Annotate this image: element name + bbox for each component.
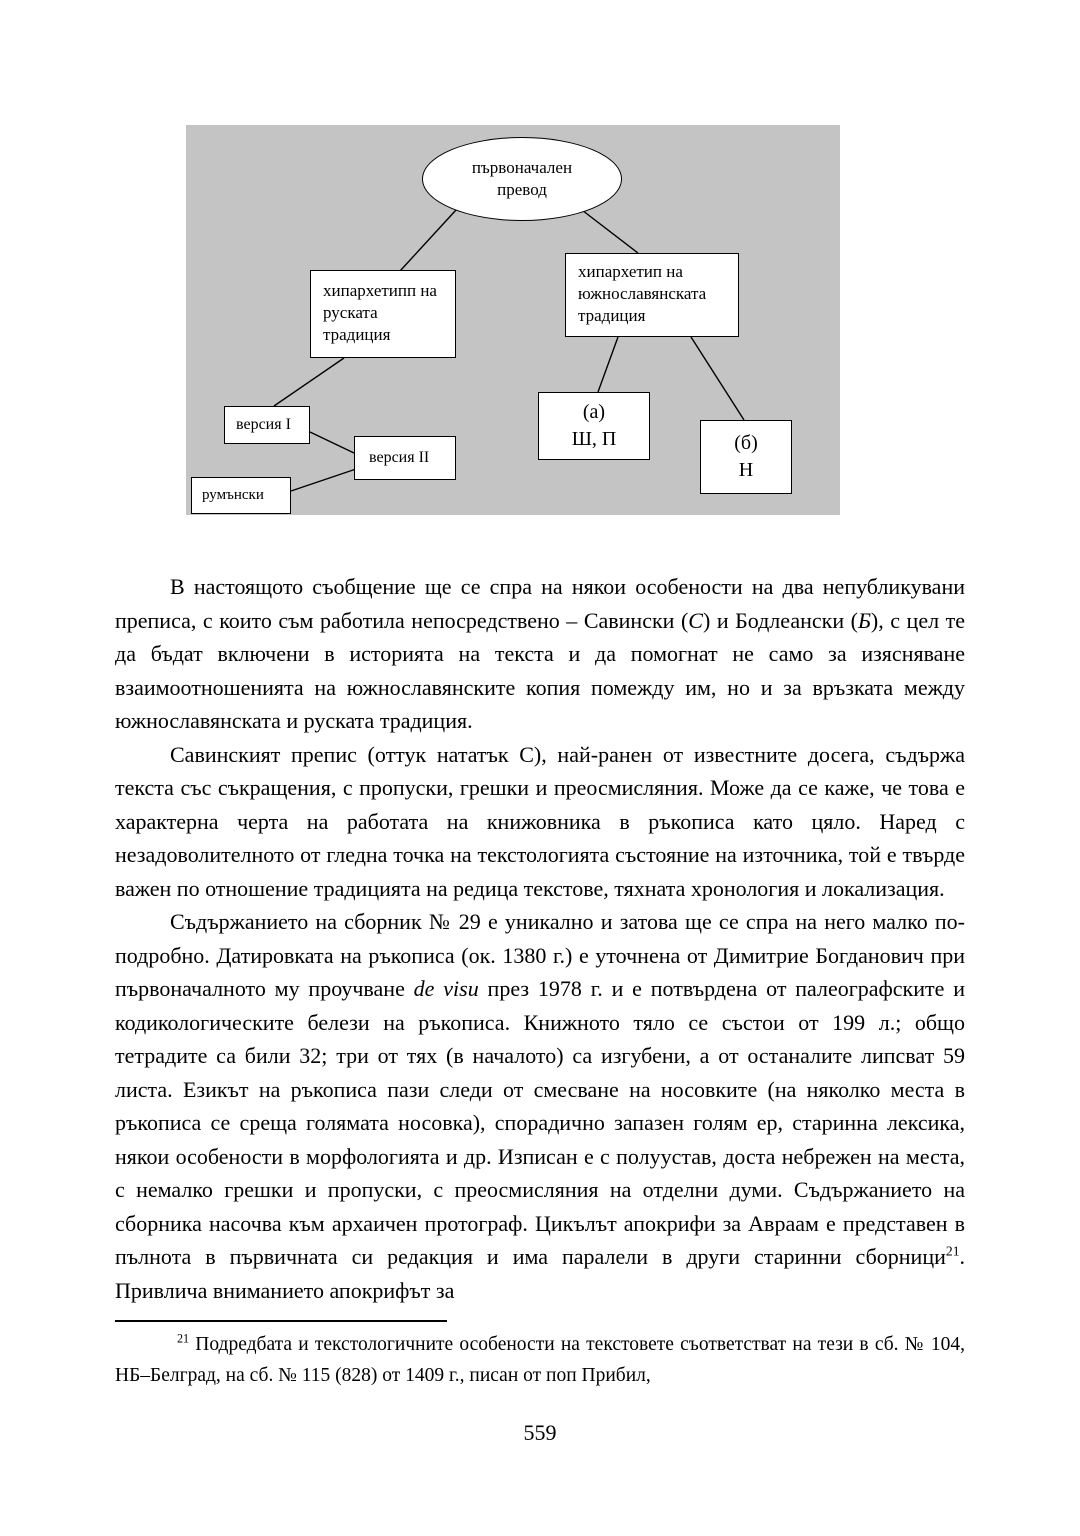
paragraph-text: през 1978 г. и е потвърдена от палеографските и кодикологическите белези на ръкописа. Книжното тяло се състои от 199 л.; общо тетрадите са били 32; три от тях (в началото) са изгубени, а от останалите липсват 59 листа. Езикът на ръкописа пази следи от смесване на носовките (на няколко места в ръкописа се среща голямата носовка), спорадично запазен голям ер, старинна лексика, някои особености в морфологията и др. Изписан е с полуустав, доста небрежен на места, с немалко грешки и пропуски, с преосмисляния на отделни думи. Съдържанието на сборника насочва към архаичен протограф. Цикълът апокрифи за Авраам е представен в пълнота в първичната си редакция и има паралели в други старинни сборници	[115, 976, 966, 1269]
diagram-node-label: (б)	[734, 432, 758, 454]
diagram-node-branch-a	[538, 392, 650, 460]
siglum-b-italic: Б	[857, 607, 871, 633]
footnote-separator	[115, 1320, 447, 1322]
stemma-diagram	[186, 125, 840, 515]
paragraph-3	[115, 905, 965, 1307]
page-number: 559	[523, 1420, 557, 1445]
paragraph-text: . Привлича вниманието апокрифът за	[115, 1244, 965, 1303]
footnote-text: Подредбата и текстологичните особености на текстовете съответстват на тези в сб. № 104, НБ–Белград, на сб. № 115 (828) от 1409 г., писан от поп Прибил,	[115, 1334, 965, 1386]
footnote-marker-21: 21	[177, 1331, 190, 1346]
diagram-node-original-translation	[422, 137, 622, 221]
body-text	[115, 570, 965, 1391]
diagram-node-branch-b	[700, 420, 792, 494]
de-visu-italic: de visu	[413, 976, 479, 1001]
diagram-node-label: румънски	[202, 486, 264, 503]
diagram-node-version-2	[354, 436, 456, 480]
paragraph-text: ) и Бодлеански (	[702, 607, 858, 633]
diagram-node-russian-hyparchetype	[310, 270, 456, 358]
diagram-node-label: хипархетип на южнославянската традиция	[578, 262, 707, 326]
diagram-node-label: версия II	[369, 448, 430, 466]
paragraph-2	[115, 738, 965, 906]
paragraph-1	[115, 570, 965, 738]
diagram-node-label: хипархетипп на руската традиция	[323, 281, 437, 345]
diagram-node-sigla: Н	[738, 459, 754, 481]
diagram-node-south-slavic-hyparchetype	[565, 253, 739, 337]
diagram-node-romanian	[191, 477, 291, 514]
diagram-node-label: (а)	[582, 401, 606, 423]
siglum-c-italic: С	[688, 607, 703, 633]
paragraph-text: Съдържанието на сборник № 29 е уникално и затова ще се спра на него малко по-подробно. Датировката на ръкописа (ок. 1380 г.) е уточнена от Димитрие Богданович при първоначалното му проучване	[115, 909, 965, 1001]
paragraph-text: В настоящото съобщение ще се спра на някои особености на два непубликувани преписа, с които съм работила непосредствено – Савински (	[115, 574, 965, 633]
footnote-reference-21: 21	[945, 1243, 960, 1259]
diagram-node-label: версия I	[236, 415, 291, 433]
footnote-21	[115, 1329, 965, 1391]
diagram-node-version-1	[224, 406, 310, 444]
diagram-node-label: първоначален превод	[471, 157, 573, 199]
paragraph-text: Савинският препис (оттук нататък С), най-ранен от известните досега, съдържа текста със съкращения, с пропуски, грешки и преосмисляния. Може да се каже, че това е характерна черта на работата на книжовника в ръкописа като цяло. Наред с незадоволителното от гледна точка на текстологията състояние на източника, той е твърде важен по отношение традицията на редица текстове, тяхната хронология и локализация.	[115, 741, 965, 901]
paragraph-text: ), с цел те да бъдат включени в историята на текста и да помогнат не само за изясняване взаимоотношенията на южнославянските копия помежду им, но и за връзката между южнославянската и руската традиция.	[115, 607, 965, 733]
diagram-node-sigla: Ш, П	[571, 428, 617, 450]
